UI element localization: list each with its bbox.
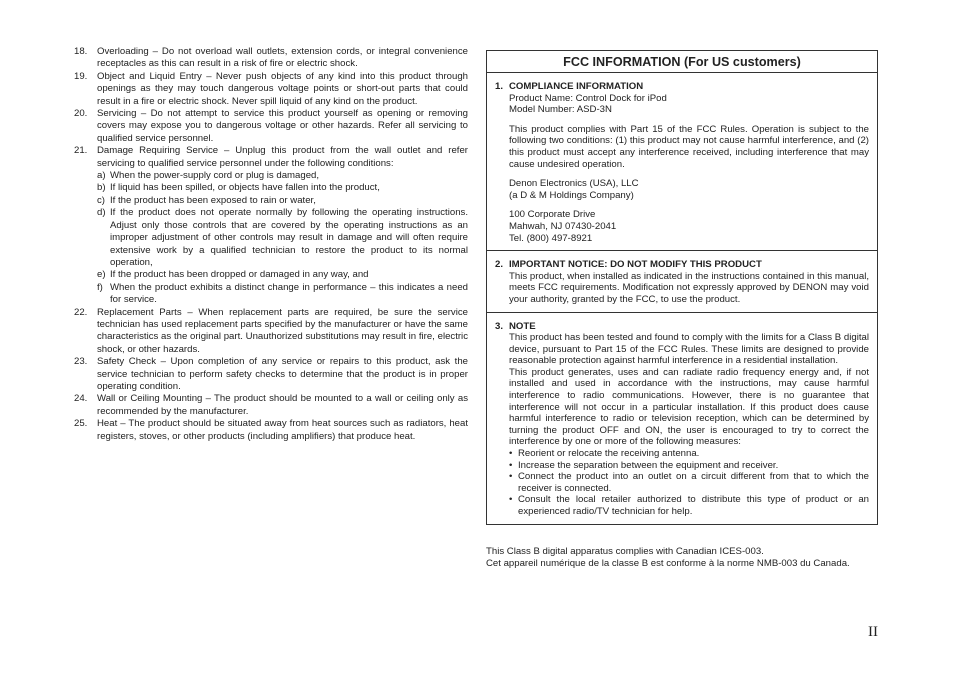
instruction-item-20 — [74, 108, 468, 145]
canada-french: Cet appareil numérique de la classe B est conforme à la norme NMB-003 du Canada. — [486, 557, 850, 569]
condition-text: If liquid has been spilled, or objects have fallen into the product, — [110, 182, 380, 194]
section-number: 3. — [495, 320, 504, 332]
item-text: Heat – The product should be situated away from heat sources such as radiators, heat registers, stoves, or other products (including amplifiers) that produce heat. — [97, 418, 468, 442]
canada-english: This Class B digital apparatus complies with Canadian ICES-003. — [486, 546, 764, 557]
condition-d — [97, 207, 468, 269]
condition-text: If the product has been dropped or damaged in any way, and — [110, 269, 369, 281]
measure-text: Increase the separation between the equipment and receiver. — [518, 459, 779, 471]
model-number: Model Number: ASD-3N — [509, 104, 612, 116]
bullet-icon: • — [509, 471, 513, 483]
bullet-icon: • — [509, 459, 513, 471]
section-body — [495, 332, 869, 518]
fcc-section-compliance — [487, 73, 877, 250]
item-text: Wall or Ceiling Mounting – The product should be mounted to a wall or ceiling only as recommended by the manufacturer. — [97, 393, 468, 417]
item-number: 23. — [74, 356, 88, 368]
note-paragraph-2: This product generates, uses and can radiate radio frequency energy and, if not installed and used in accordance with the instructions, may cause harmful interference to radio communications. However, there is no guarantee that interference will not occur in a particular installation. If this product does cause harmful interference to radio or television reception, which can be determined by turning the product OFF and ON, the user is encouraged to try to correct the interference by one or more of the following measures: — [509, 366, 869, 448]
page-number: II — [868, 624, 878, 640]
item-number: 24. — [74, 393, 88, 405]
item-body — [97, 145, 468, 306]
item-text: Replacement Parts – When replacement parts are required, be sure the service technician has used replacement parts specified by the manufacturer or have the same characteristics as the original part. Unauthorized substitutions may result in fire, electric shock, or other hazards. — [97, 306, 468, 355]
bullet-icon: • — [509, 494, 513, 506]
measure-text: Connect the product into an outlet on a circuit different from that to which the receiver is connected. — [518, 471, 869, 494]
section-heading — [495, 259, 869, 271]
condition-label: c) — [97, 194, 105, 206]
fcc-title: FCC INFORMATION (For US customers) — [487, 51, 877, 73]
condition-label: a) — [97, 170, 106, 182]
address-city: Mahwah, NJ 07430-2041 — [509, 220, 617, 232]
compliance-paragraph: This product complies with Part 15 of the FCC Rules. Operation is subject to the following two conditions: (1) this product may not cause harmful interference, and (2) this product must accept any interference received, including interference that may cause undesired operation. — [509, 123, 869, 170]
measure-text: Reorient or relocate the receiving antenna. — [518, 448, 700, 460]
item-number: 22. — [74, 306, 88, 318]
canada-compliance — [486, 546, 878, 569]
company-name: Denon Electronics (USA), LLC — [509, 178, 639, 190]
fcc-section-notice — [487, 250, 877, 311]
item-text: Safety Check – Upon completion of any service or repairs to this product, ask the service technician to perform safety checks to determine that the product is in proper operating condition. — [97, 356, 468, 392]
safety-instructions-list — [74, 46, 468, 443]
measure-item — [509, 448, 869, 460]
item-number: 19. — [74, 70, 88, 82]
item-number: 18. — [74, 46, 88, 57]
item-text: Damage Requiring Service – Unplug this product from the wall outlet and refer servicing to qualified service personnel under the following conditions: — [97, 145, 468, 169]
bullet-icon: • — [509, 448, 513, 460]
section-title: IMPORTANT NOTICE: DO NOT MODIFY THIS PRODUCT — [509, 259, 762, 271]
product-name: Product Name: Control Dock for iPod — [509, 92, 667, 104]
fcc-information-box — [486, 50, 878, 525]
item-number: 21. — [74, 145, 88, 157]
section-body: This product, when installed as indicated in the instructions contained in this manual, meets FCC requirements. Modification not expressly approved by DENON may void your authority, granted by the FCC, to use the product. — [509, 270, 869, 305]
item-number: 25. — [74, 418, 88, 430]
condition-a — [97, 170, 468, 182]
condition-text: If the product has been exposed to rain or water, — [110, 194, 316, 206]
condition-text: If the product does not operate normally by following the operating instructions. Adjust only those controls that are covered by the operating instructions as an improper adjustment of other controls may result in damage and will often require extensive work by a qualified technician to restore the product to its normal operation, — [110, 207, 468, 268]
company-parent: (a D & M Holdings Company) — [509, 189, 634, 201]
section-heading — [495, 321, 869, 333]
measure-item — [509, 471, 869, 494]
note-paragraph-1: This product has been tested and found to comply with the limits for a Class B digital device, pursuant to Part 15 of the FCC Rules. These limits are designed to provide reasonable protection against harmful interference in a residential installation. — [509, 332, 869, 367]
condition-f — [97, 282, 468, 307]
item-number: 20. — [74, 108, 88, 120]
measure-text: Consult the local retailer authorized to distribute this type of product or an experienced radio/TV technician for help. — [518, 494, 869, 517]
condition-label: b) — [97, 182, 106, 194]
instruction-item-23 — [74, 356, 468, 393]
measure-item — [509, 494, 869, 517]
instruction-item-21 — [74, 145, 468, 306]
condition-e — [97, 269, 468, 281]
item-text: Overloading – Do not overload wall outlets, extension cords, or integral convenience receptacles as this can result in a risk of fire or electric shock. — [97, 46, 468, 70]
condition-text: When the product exhibits a distinct change in performance – this indicates a need for service. — [110, 281, 468, 306]
fcc-section-note — [487, 312, 877, 524]
section-number: 1. — [495, 81, 504, 92]
telephone: Tel. (800) 497-8921 — [509, 232, 593, 244]
condition-label: e) — [97, 269, 106, 281]
condition-text: When the power-supply cord or plug is damaged, — [110, 170, 320, 182]
instruction-item-19 — [74, 71, 468, 108]
condition-c — [97, 195, 468, 207]
section-title: COMPLIANCE INFORMATION — [509, 81, 644, 92]
instruction-item-24 — [74, 393, 468, 418]
instruction-item-25 — [74, 418, 468, 443]
instruction-item-18 — [74, 46, 468, 71]
item-text: Object and Liquid Entry – Never push objects of any kind into this product through openings as they may touch dangerous voltage points or short-out parts that could result in a fire or electric shock. Never spill liquid of any kind on the product. — [97, 70, 468, 107]
condition-b — [97, 182, 468, 194]
section-heading — [495, 81, 869, 93]
section-number: 2. — [495, 259, 504, 271]
measure-item — [509, 460, 869, 472]
condition-label: d) — [97, 207, 106, 219]
section-title: NOTE — [509, 320, 536, 332]
instruction-item-22 — [74, 307, 468, 357]
section-body — [495, 93, 869, 245]
condition-label: f) — [97, 281, 103, 293]
item-text: Servicing – Do not attempt to service this product yourself as opening or removing covers may expose you to dangerous voltage or other hazards. Refer all servicing to qualified service personnel. — [97, 108, 468, 144]
address-street: 100 Corporate Drive — [509, 209, 596, 221]
